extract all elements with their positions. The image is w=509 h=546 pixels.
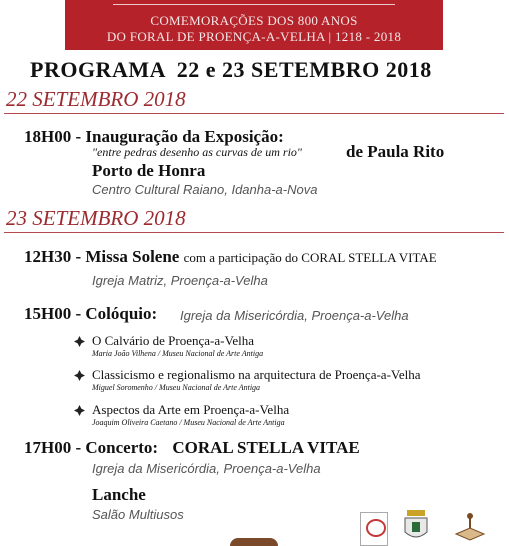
day1-event1-author: de Paula Rito — [346, 142, 445, 161]
day2-event1-detail: com a participação do CORAL STELLA VITAE — [183, 250, 437, 265]
header-banner — [65, 0, 443, 50]
programa-title: PROGRAMA 22 e 23 SETEMBRO 2018 — [30, 57, 432, 82]
banner-line-1: COMEMORAÇÕES DOS 800 ANOS — [150, 13, 358, 28]
day1-event1-venue: Centro Cultural Raiano, Idanha-a-Nova — [92, 182, 318, 197]
talk2-author: Miguel Soromenho / Museu Nacional de Arte Antiga — [92, 383, 261, 392]
day1-header: 22 SETEMBRO 2018 — [6, 87, 186, 111]
day1-event1-quote: "entre pedras desenho as curvas de um rio" — [92, 145, 302, 159]
day2-header: 23 SETEMBRO 2018 — [6, 206, 186, 230]
book-logo-icon — [452, 510, 488, 544]
day2-divider — [4, 232, 504, 233]
diamond-bullet-icon — [74, 405, 85, 416]
day1-event1-subtitle: Porto de Honra — [92, 161, 206, 180]
day2-event2-venue: Igreja da Misericórdia, Proença-a-Velha — [180, 308, 409, 323]
talk3-author: Joaquim Oliveira Caetano / Museu Nacional de Arte Antiga — [92, 418, 285, 427]
day1-divider — [4, 113, 504, 114]
diamond-bullet-icon — [74, 370, 85, 381]
day2-event4-title: Lanche — [92, 485, 146, 504]
banner-line-2: DO FORAL DE PROENÇA-A-VELHA | 1218 - 2018 — [106, 29, 402, 44]
day2-event3-detail: CORAL STELLA VITAE — [172, 438, 360, 457]
day2-event3-title-line — [24, 438, 360, 458]
talk3-title: Aspectos da Arte em Proença-a-Velha — [92, 402, 290, 417]
decorative-arch — [230, 538, 278, 546]
day2-event4-venue: Salão Multiusos — [92, 507, 184, 522]
day1-event1-title: 18H00 - Inauguração da Exposição: — [24, 127, 284, 146]
talk1-title: O Calvário de Proença-a-Velha — [92, 333, 255, 348]
diamond-bullet-icon — [74, 336, 85, 347]
day2-event1-venue: Igreja Matriz, Proença-a-Velha — [92, 273, 268, 288]
day2-event3-venue: Igreja da Misericórdia, Proença-a-Velha — [92, 461, 321, 476]
municipal-crest-icon — [401, 508, 431, 544]
banner-rule — [113, 4, 395, 5]
coral-logo-icon — [360, 512, 388, 546]
day2-event2-title: 15H00 - Colóquio: — [24, 304, 158, 323]
talk2-title: Classicismo e regionalismo na arquitectura de Proença-a-Velha — [92, 367, 421, 382]
day2-event3-title: 17H00 - Concerto: — [24, 438, 159, 457]
talk1-author: Maria João Vilhena / Museu Nacional de Arte Antiga — [92, 349, 264, 358]
day2-event1-title: 12H30 - Missa Solene — [24, 247, 180, 266]
day2-event1-title-line — [24, 247, 437, 267]
